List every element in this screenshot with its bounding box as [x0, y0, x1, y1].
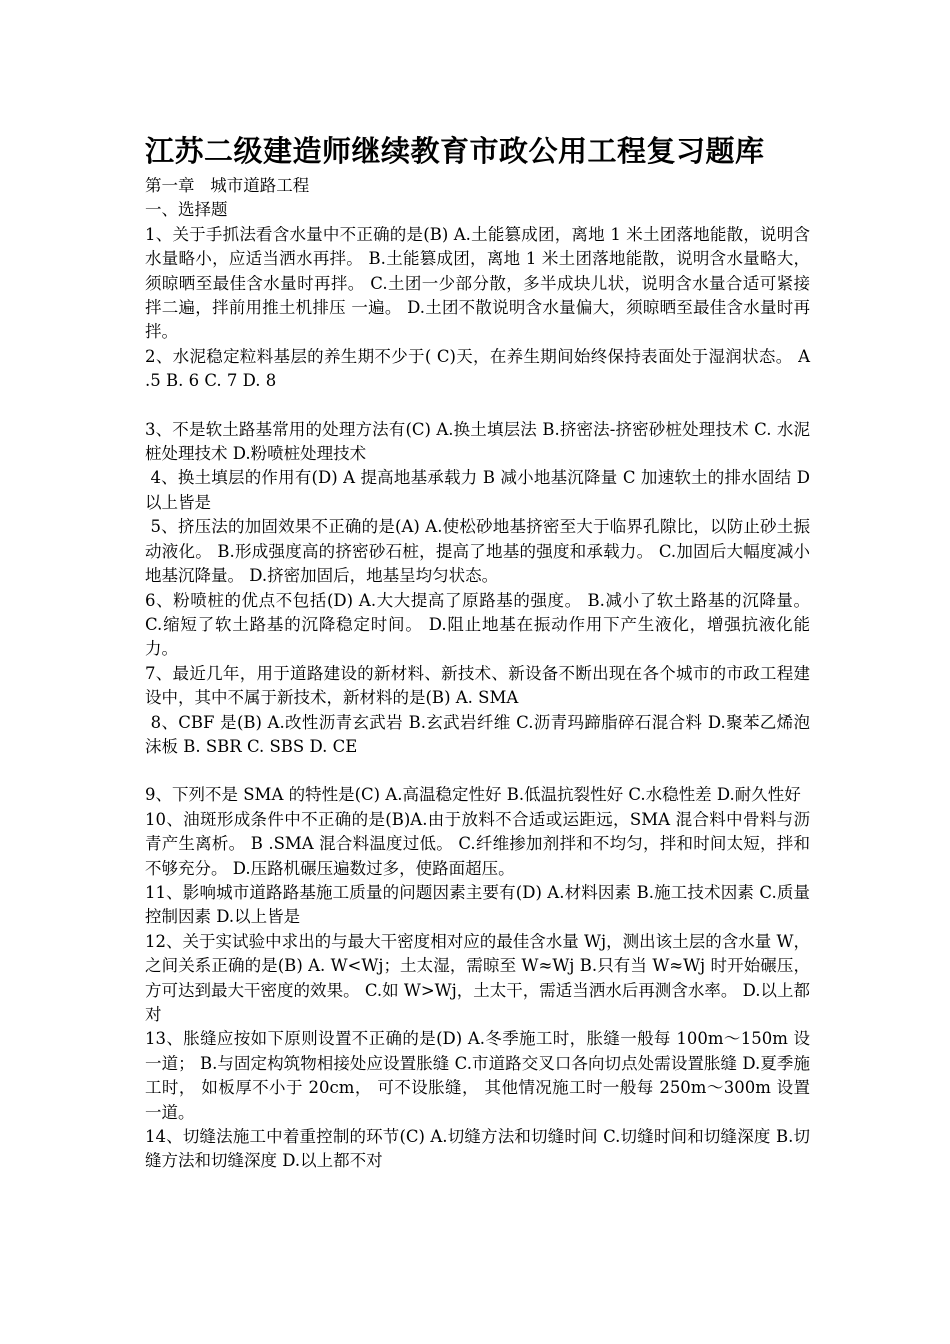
question-10: 10、油斑形成条件中不正确的是(B)A.由于放料不合适或运距远，SMA 混合料中骨料与沥青产生离析。 B .SMA 混合料温度过低。 C.纤维掺加剂拌和不均匀，拌和时间太短，拌和不够充分。 D.压路机碾压遍数过多，使路面超压。: [145, 809, 810, 878]
question-2: 2、水泥稳定粒料基层的养生期不少于( C)天，在养生期间始终保持表面处于湿润状态。 A .5 B. 6 C. 7 D. 8: [145, 346, 810, 391]
question-3: 3、不是软土路基常用的处理方法有(C) A.换土填层法 B.挤密法-挤密砂桩处理技术 C. 水泥桩处理技术 D.粉喷桩处理技术: [145, 419, 810, 464]
question-9: 9、下列不是 SMA 的特性是(C) A.高温稳定性好 B.低温抗裂性好 C.水稳性差 D.耐久性好: [145, 785, 801, 805]
document-body: [145, 130, 816, 1174]
question-1: 1、关于手抓法看含水量中不正确的是(B) A.土能篡成团，离地 1 米土团落地能散，说明含水量略小，应适当洒水再拌。 B.土能篡成团，离地 1 米土团落地能散，说明含水量略大，须晾晒至最佳含水量时再拌。 C.土团一少部分散，多半成块儿状，说明含水量合适可紧接拌二遍，拌前用推土机排压 一遍。 D.土团不散说明含水量偏大，须晾晒至最佳含水量时再拌。: [145, 224, 811, 342]
question-4: 4、换土填层的作用有(D) A 提高地基承载力 B 减小地基沉降量 C 加速软土的排水固结 D 以上皆是: [145, 468, 816, 512]
blank-line: [145, 394, 810, 418]
question-6: 6、粉喷桩的优点不包括(D) A.大大提高了原路基的强度。 B.减小了软土路基的沉降量。 C.缩短了软土路基的沉降稳定时间。 D.阻止地基在振动作用下产生液化，增强抗液化能力。: [145, 590, 810, 659]
question-8: 8、CBF 是(B) A.改性沥青玄武岩 B.玄武岩纤维 C.沥青玛蹄脂碎石混合料 D.聚苯乙烯泡沫板 B. SBR C. SBS D. CE: [145, 712, 811, 756]
section-heading: 一、选择题: [145, 200, 228, 220]
question-7: 7、最近几年，用于道路建设的新材料、新技术、新设备不断出现在各个城市的市政工程建 设中，其中不属于新技术，新材料的是(B) A. SMA: [145, 663, 810, 708]
question-13: 13、胀缝应按如下原则设置不正确的是(D) A.冬季施工时，胀缝一般每 100m～150m 设一道； B.与固定构筑物相接处应设置胀缝 C.市道路交叉口各向切点处需设置胀缝 D.夏季施工时， 如板厚不小于 20cm， 可不设胀缝， 其他情况施工时一般每 250m～300m 设置一道。: [145, 1029, 810, 1122]
question-12: 12、关于实试验中求出的与最大干密度相对应的最佳含水量 Wj，测出该土层的含水量 W， 之间关系正确的是(B) A. W<Wj；土太湿，需晾至 W≈Wj B.只有当 W≈Wj 时开始碾压，方可达到最大干密度的效果。 C.如 W>Wj，土太干，需适当洒水后再测含水率。 D.以上都对: [145, 931, 810, 1024]
question-5: 5、挤压法的加固效果不正确的是(A) A.使松砂地基挤密至大于临界孔隙比，以防止砂土振动液化。 B.形成强度高的挤密砂石桩，提高了地基的强度和承载力。 C.加固后大幅度减小地基沉降量。 D.挤密加固后，地基呈均匀状态。: [145, 517, 810, 586]
question-14: 14、切缝法施工中着重控制的环节(C) A.切缝方法和切缝时间 C.切缝时间和切缝深度 B.切缝方法和切缝深度 D.以上都不对: [145, 1127, 810, 1171]
chapter-heading: 第一章 城市道路工程: [145, 176, 310, 195]
question-11: 11、影响城市道路路基施工质量的问题因素主要有(D) A.材料因素 B.施工技术因素 C.质量控制因素 D.以上皆是: [145, 882, 810, 927]
document-title: 江苏二级建造师继续教育市政公用工程复习题库: [145, 134, 765, 168]
blank-line: [145, 759, 810, 783]
